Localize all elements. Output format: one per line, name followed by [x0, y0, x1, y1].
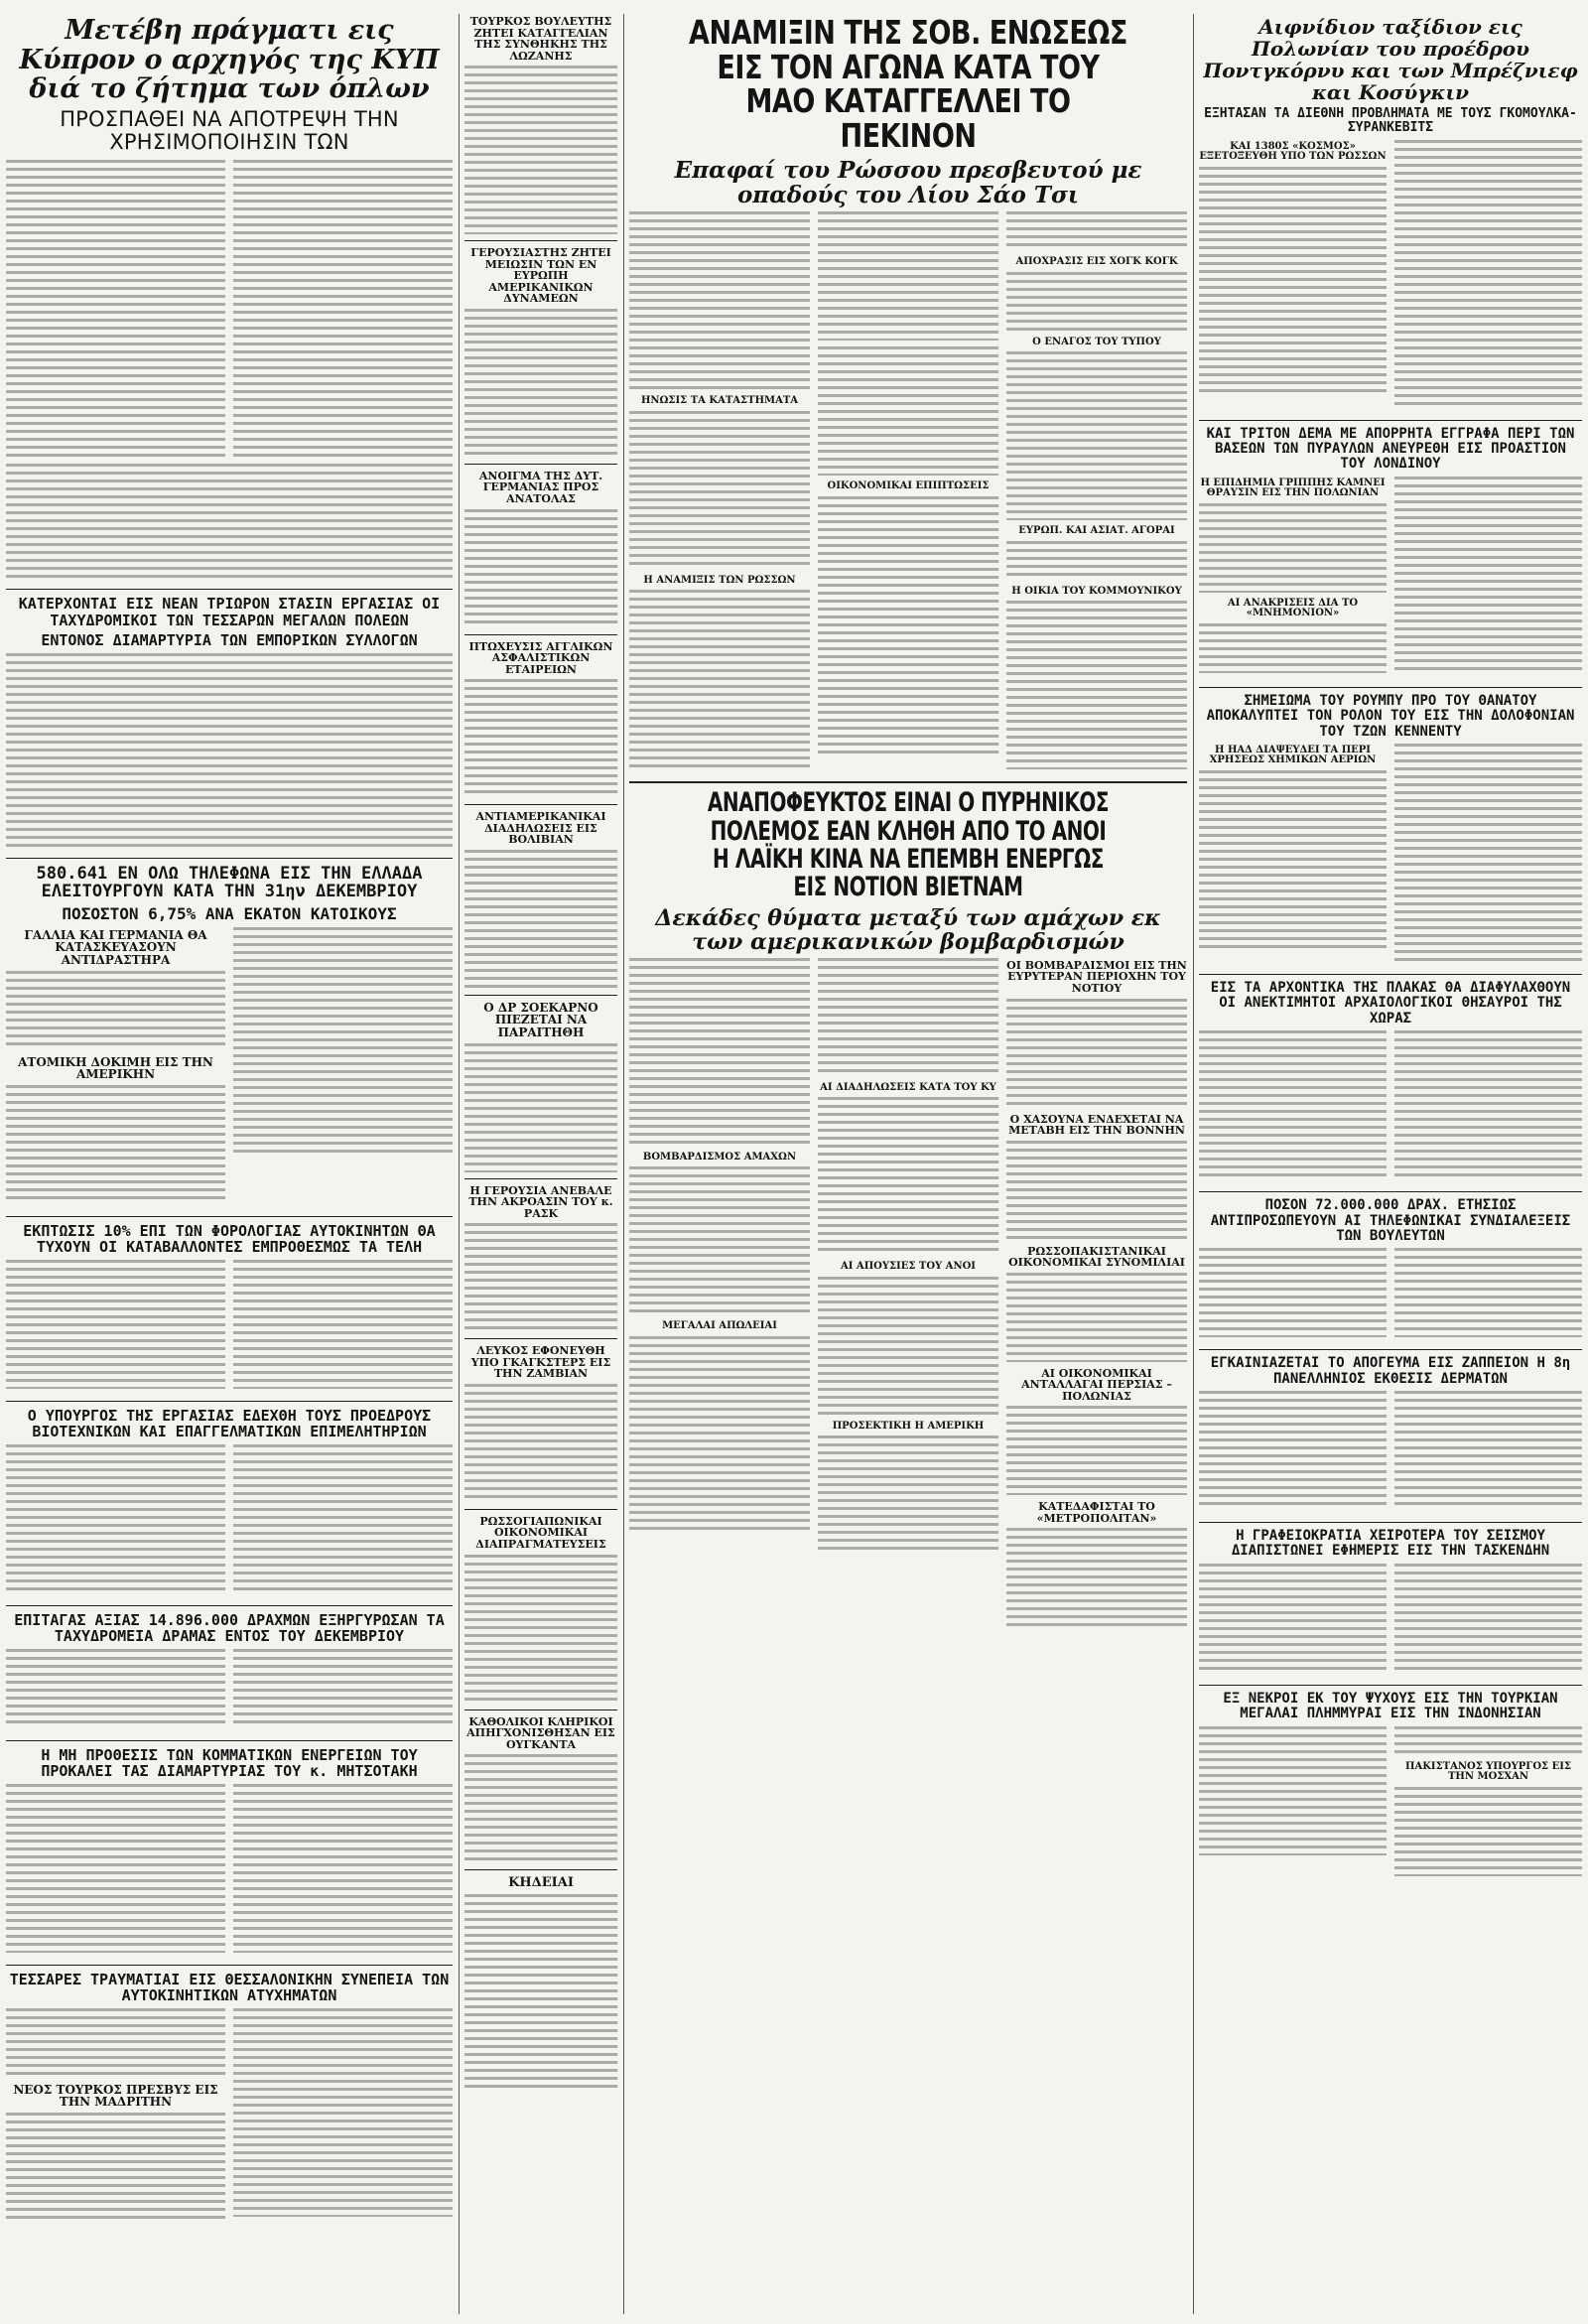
left-column: [6, 14, 453, 2314]
headline-leather-expo: ΕΓΚΑΙΝΙΑΖΕΤΑΙ ΤΟ ΑΠΟΓΕΥΜΑ ΕΙΣ ΖΑΠΠΕΙΟΝ Η 8η ΠΑΝΕΛΛΗΝΙΟΣ ΕΚΘΕΣΙΣ ΔΕΡΜΑΤΩΝ: [1210, 1355, 1571, 1387]
article-body: [1199, 1030, 1582, 1185]
subheading: ΑΙ ΟΙΚΟΝΟΜΙΚΑΙ ΑΝΤΑΛΛΑΓΑΙ ΠΕΡΣΙΑΣ – ΠΟΛΩΝΙΑΣ: [1021, 1366, 1172, 1403]
headline-bolivia: ΑΝΤΙΑΜΕΡΙΚΑΝΙΚΑΙ ΔΙΑΔΗΛΩΣΕΙΣ ΕΙΣ ΒΟΛΙΒΙΑΝ: [475, 810, 606, 847]
subheading: ΚΑΤΕΔΑΦΙΣΤΑΙ ΤΟ «ΜΕΤΡΟΠΟΛΙΤΑΝ»: [1036, 1500, 1157, 1525]
article-body: [464, 1754, 617, 1863]
headline-tashkent: Η ΓΡΑΦΕΙΟΚΡΑΤΙΑ ΧΕΙΡΟΤΕΡΑ ΤΟΥ ΣΕΙΣΜΟΥ ΔΙΑΠΙΣΤΩΝΕΙ ΕΦΗΜΕΡΙΣ ΕΙΣ ΤΗΝ ΤΑΣΚΕΝΔΗΝ: [1231, 1528, 1550, 1560]
subheading: ΒΟΜΒΑΡΔΙΣΜΟΣ ΑΜΑΧΩΝ: [642, 1151, 797, 1162]
subheading: ΑΠΟΧΡΑΣΙΣ ΕΙΣ ΧΟΓΚ ΚΟΓΚ: [1015, 256, 1178, 268]
headline-lausanne: ΤΟΥΡΚΟΣ ΒΟΥΛΕΥΤΗΣ ΖΗΤΕΙ ΚΑΤΑΓΓΕΛΙΑΝ ΤΗΣ ΣΥΝΘΗΚΗΣ ΤΗΣ ΛΩΖΑΝΗΣ: [469, 15, 612, 63]
headline-atomic-test: ΑΤΟΜΙΚΗ ΔΟΚΙΜΗ ΕΙΣ ΤΗΝ ΑΜΕΡΙΚΗΝ: [18, 1054, 213, 1082]
article-body: [464, 66, 617, 234]
headline-poland-trip: Αιφνίδιον ταξίδιον εις Πολωνίαν του προέδρου Ποντγκόρνυ και των Μπρέζνιεφ και Κοσύγκιν: [1203, 15, 1578, 104]
headline-cyprus-kyp: Μετέβη πράγματι εις Κύπρον ο αρχηγός της ΚΥΠ διά το ζήτημα των όπλων: [19, 15, 440, 105]
subhead-vietnam-bombing: Δεκάδες θύματα μεταξύ των αμάχων εκ των αμερικανικών βομβαρδισμών: [655, 904, 1161, 955]
article-body: [6, 1649, 453, 1734]
article-body: [1199, 744, 1582, 968]
column-rule: [459, 14, 460, 2314]
article-body: [629, 211, 1187, 775]
headline-mitsotakis: Η ΜΗ ΠΡΟΘΕΣΙΣ ΤΩΝ ΚΟΜΜΑΤΙΚΩΝ ΕΝΕΡΓΕΙΩΝ ΤΟΥ ΠΡΟΚΑΛΕΙ ΤΑΣ ΔΙΑΜΑΡΤΥΡΙΑΣ ΤΟΥ κ. ΜΗΤΣΟΤΑΚΗ: [41, 1745, 418, 1781]
article-body: [6, 464, 453, 583]
headline-mp-phones: ΠΟΣΟΝ 72.000.000 ΔΡΑΧ. ΕΤΗΣΙΩΣ ΑΝΤΙΠΡΟΣΩΠΕΥΟΥΝ ΑΙ ΤΗΛΕΦΩΝΙΚΑΙ ΣΥΝΔΙΑΛΕΞΕΙΣ ΤΩΝ ΒΟΥΛΕΥΤΩΝ: [1210, 1197, 1571, 1244]
article-body: [6, 927, 453, 1210]
headline-turkey-indonesia: ΕΞ ΝΕΚΡΟΙ ΕΚ ΤΟΥ ΨΥΧΟΥΣ ΕΙΣ ΤΗΝ ΤΟΥΡΚΙΑΝ ΜΕΓΑΛΑΙ ΠΛΗΜΜΥΡΑΙ ΕΙΣ ΤΗΝ ΙΝΔΟΝΗΣΙΑΝ: [1223, 1690, 1558, 1722]
article-body: [464, 309, 617, 458]
headline-drama-post: ΕΠΙΤΑΓΑΣ ΑΞΙΑΣ 14.896.000 ΔΡΑΧΜΩΝ ΕΞΗΡΓΥΡΩΣΑΝ ΤΑ ΤΑΧΥΔΡΟΜΕΙΑ ΔΡΑΜΑΣ ΕΝΤΟΣ ΤΟΥ ΔΕΚΕΜΒΡΙΟΥ: [14, 1610, 445, 1646]
headline-labour-minister: Ο ΥΠΟΥΡΓΟΣ ΤΗΣ ΕΡΓΑΣΙΑΣ ΕΔΕΧΘΗ ΤΟΥΣ ΠΡΟΕΔΡΟΥΣ ΒΙΟΤΕΧΝΙΚΩΝ ΚΑΙ ΕΠΑΓΓΕΛΜΑΤΙΚΩΝ ΕΠΙΜΕΛΗΤΗΡΙΩΝ: [27, 1406, 432, 1441]
subheading: ΜΕΓΑΛΑΙ ΑΠΩΛΕΙΑΙ: [662, 1320, 777, 1332]
headline-telephones: 580.641 ΕΝ ΟΛΩ ΤΗΛΕΦΩΝΑ ΕΙΣ ΤΗΝ ΕΛΛΑΔΑ ΕΛΕΙΤΟΥΡΓΟΥΝ ΚΑΤΑ ΤΗΝ 31ην ΔΕΚΕΜΒΡΙΟΥ: [36, 863, 423, 902]
headline-funerals: ΚΗΔΕΙΑΙ: [508, 1875, 574, 1891]
headline-uganda: ΚΑΘΟΛΙΚΟΙ ΚΛΗΡΙΚΟΙ ΑΠΗΓΧΟΝΙΣΘΗΣΑΝ ΕΙΣ ΟΥΓΚΑΝΤΑ: [466, 1714, 615, 1751]
article-body: [1199, 1726, 1582, 1882]
subheading: Η ΗΑΔ ΔΙΑΨΕΥΔΕΙ ΤΑ ΠΕΡΙ ΧΡΗΣΕΩΣ ΧΗΜΙΚΩΝ ΑΕΡΙΩΝ: [1209, 744, 1377, 766]
article-body: [629, 958, 1187, 1634]
headline-turkish-ambassador: ΝΕΟΣ ΤΟΥΡΚΟΣ ΠΡΕΣΒΥΣ ΕΙΣ ΤΗΝ ΜΑΔΡΙΤΗΝ: [13, 2082, 218, 2110]
article-body: [1199, 1248, 1582, 1343]
headline-ruby-kennedy: ΣΗΜΕΙΩΜΑ ΤΟΥ ΡΟΥΜΠΥ ΠΡΟ ΤΟΥ ΘΑΝΑΤΟΥ ΑΠΟΚΑΛΥΠΤΕΙ ΤΟΝ ΡΟΛΟΝ ΤΟΥ ΕΙΣ ΤΗΝ ΔΟΛΟΦΟΝΙΑΝ ΤΟΥ ΤΖΩΝ ΚΕΝΝΕΝΤΥ: [1206, 692, 1575, 740]
subheading: ΑΙ ΑΝΑΚΡΙΣΕΙΣ ΔΙΑ ΤΟ «ΜΝΗΜΟΝΙΟΝ»: [1227, 597, 1359, 619]
subhead-cyprus: ΠΡΟΣΠΑΘΕΙ ΝΑ ΑΠΟΤΡΕΨΗ ΤΗΝ ΧΡΗΣΙΜΟΠΟΙΗΣΙΝ ΤΩΝ: [60, 107, 399, 155]
subhead-poland-trip: ΕΞΗΤΑΣΑΝ ΤΑ ΔΙΕΘΝΗ ΠΡΟΒΛΗΜΑΤΑ ΜΕ ΤΟΥΣ ΓΚΟΜΟΥΛΚΑ-ΣΥΡΑΝΚΕΒΙΤΣ: [1204, 106, 1577, 136]
subhead-postal-strike: ΕΝΤΟΝΟΣ ΔΙΑΜΑΡΤΥΡΙΑ ΤΩΝ ΕΜΠΟΡΙΚΩΝ ΣΥΛΛΟΓΩΝ: [41, 631, 418, 650]
article-body: [6, 2008, 453, 2228]
subheading: ΠΡΟΣΕΚΤΙΚΗ Η ΑΜΕΡΙΚΗ: [832, 1420, 985, 1432]
right-column: [1199, 14, 1582, 2314]
headline-insurance: ΠΤΩΧΕΥΣΙΣ ΑΓΓΛΙΚΩΝ ΑΣΦΑΛΙΣΤΙΚΩΝ ΕΤΑΙΡΕΙΩΝ: [468, 639, 613, 676]
headline-plaka-treasures: ΕΙΣ ΤΑ ΑΡΧΟΝΤΙΚΑ ΤΗΣ ΠΛΑΚΑΣ ΘΑ ΔΙΑΦΥΛΑΧΘΟΥΝ ΟΙ ΑΝΕΚΤΙΜΗΤΟΙ ΑΡΧΑΙΟΛΟΓΙΚΟΙ ΘΗΣΑΥΡΟΙ ΤΗΣ ΧΩΡΑΣ: [1210, 979, 1571, 1026]
headline-peking-ussr: ΑΝΑΜΙΞΙΝ ΤΗΣ ΣΟΒ. ΕΝΩΣΕΩΣ ΕΙΣ ΤΟΝ ΑΓΩΝΑ ΚΑΤΑ ΤΟΥ ΜΑΟ ΚΑΤΑΓΓΕΛΛΕΙ ΤΟ ΠΕΚΙΝΟΝ: [689, 14, 1127, 155]
subheading: Ο ΧΑΣΟΥΝΑ ΕΝΔΕΧΕΤΑΙ ΝΑ ΜΕΤΑΒΗ ΕΙΣ ΤΗΝ ΒΟΝΝΗΝ: [1008, 1112, 1185, 1138]
headline-senate-rusk: Η ΓΕΡΟΥΣΙΑ ΑΝΕΒΑΛΕ ΤΗΝ ΑΚΡΟΑΣΙΝ ΤΟΥ κ. ΡΑΣΚ: [468, 1183, 613, 1220]
article-body: [464, 850, 617, 989]
center-column: [629, 14, 1187, 2314]
subheading: Η ΕΠΙΔΗΜΙΑ ΓΡΙΠΠΗΣ ΚΑΜΝΕΙ ΘΡΑΥΣΙΝ ΕΙΣ ΤΗΝ ΠΟΛΩΝΙΑΝ: [1200, 477, 1386, 499]
subheading: Η ΟΙΚΙΑ ΤΟΥ ΚΟΜΜΟΥΝΙΚΟΥ: [1011, 585, 1182, 597]
subheading: ΡΩΣΣΟΠΑΚΙΣΤΑΝΙΚΑΙ ΟΙΚΟΝΟΜΙΚΑΙ ΣΥΝΟΜΙΛΙΑΙ: [1008, 1244, 1185, 1270]
article-body: [1199, 477, 1582, 681]
article-body: [6, 1444, 453, 1599]
headline-reactor: ΓΑΛΛΙΑ ΚΑΙ ΓΕΡΜΑΝΙΑ ΘΑ ΚΑΤΑΣΚΕΥΑΣΟΥΝ ΑΝΤΙΔΡΑΣΤΗΡΑ: [24, 927, 207, 967]
article-body: [1199, 1564, 1582, 1679]
column-rule: [1193, 14, 1194, 2314]
article-body: [6, 653, 453, 852]
headline-zambia: ΛΕΥΚΟΣ ΕΦΟΝΕΥΘΗ ΥΠΟ ΓΚΑΓΚΣΤΕΡΣ ΕΙΣ ΤΗΝ ΖΑΜΒΙΑΝ: [470, 1344, 611, 1381]
headline-soekarno: Ο ΔΡ ΣΟΕΚΑΡΝΟ ΠΙΕΖΕΤΑΙ ΝΑ ΠΑΡΑΙΤΗΘΗ: [483, 1000, 598, 1040]
headline-thessaloniki: ΤΕΣΣΑΡΕΣ ΤΡΑΥΜΑΤΙΑΙ ΕΙΣ ΘΕΣΣΑΛΟΝΙΚΗΝ ΣΥΝΕΠΕΙΑ ΤΩΝ ΑΥΤΟΚΙΝΗΤΙΚΩΝ ΑΤΥΧΗΜΑΤΩΝ: [9, 1970, 450, 2005]
headline-us-forces: ΓΕΡΟΥΣΙΑΣΤΗΣ ΖΗΤΕΙ ΜΕΙΩΣΙΝ ΤΩΝ ΕΝ ΕΥΡΩΠΗ ΑΜΕΡΙΚΑΝΙΚΩΝ ΔΥΝΑΜΕΩΝ: [470, 246, 611, 306]
subheading: ΑΙ ΑΠΟΥΣΙΕΣ ΤΟΥ ΑΝΟΙ: [841, 1261, 976, 1273]
subhead-peking-ussr: Επαφαί του Ρώσσου πρεσβευτού με οπαδούς του Λίου Σάο Τσι: [674, 156, 1142, 208]
subheading: Η ΑΝΑΜΙΞΙΣ ΤΩΝ ΡΩΣΣΩΝ: [643, 574, 796, 586]
article-body: [464, 1555, 617, 1704]
article-body: [6, 160, 453, 464]
subheading: ΕΥΡΩΠ. ΚΑΙ ΑΣΙΑΤ. ΑΓΟΡΑΙ: [1018, 525, 1175, 537]
subheading: ΑΙ ΔΙΑΔΗΛΩΣΕΙΣ ΚΑΤΑ ΤΟΥ ΚΥ: [820, 1081, 996, 1093]
subheading: ΚΑΙ 1380Σ «ΚΟΣΜΟΣ» ΕΞΕΤΟΞΕΥΘΗ ΥΠΟ ΤΩΝ ΡΩΣΣΩΝ: [1199, 140, 1387, 163]
article-body: [464, 509, 617, 628]
article-body: [6, 1784, 453, 1959]
headline-nuclear-war: ΑΝΑΠΟΦΕΥΚΤΟΣ ΕΙΝΑΙ Ο ΠΥΡΗΝΙΚΟΣ ΠΟΛΕΜΟΣ ΕΑΝ ΚΛΗΘΗ ΑΠΟ ΤΟ ΑΝΟΙ Η ΛΑΪΚΗ ΚΙΝΑ ΝΑ ΕΠΕΜΒΗ ΕΝΕΡΓΩΣ ΕΙΣ ΝΟΤΙΟΝ ΒΙΕΤΝΑΜ: [707, 787, 1110, 903]
article-body: [1199, 140, 1582, 414]
article-body: [6, 1260, 453, 1395]
article-body: [464, 1223, 617, 1332]
headline-london-documents: ΚΑΙ ΤΡΙΤΟΝ ΔΕΜΑ ΜΕ ΑΠΟΡΡΗΤΑ ΕΓΓΡΑΦΑ ΠΕΡΙ ΤΩΝ ΒΑΣΕΩΝ ΤΩΝ ΠΥΡΑΥΛΩΝ ΑΝΕΥΡΕΘΗ ΕΙΣ ΠΡΟΑΣΤΙΟΝ ΤΟΥ ΛΟΝΔΙΝΟΥ: [1206, 425, 1575, 473]
headline-car-tax: ΕΚΠΤΩΣΙΣ 10% ΕΠΙ ΤΩΝ ΦΟΡΟΛΟΓΙΑΣ ΑΥΤΟΚΙΝΗΤΩΝ ΘΑ ΤΥΧΟΥΝ ΟΙ ΚΑΤΑΒΑΛΛΟΝΤΕΣ ΕΜΠΡΟΘΕΣΜΩΣ ΤΑ ΤΕΛΗ: [23, 1221, 436, 1257]
article-body: [464, 679, 617, 798]
subhead-telephones: ΠΟΣΟΣΤΟΝ 6,75% ΑΝΑ ΕΚΑΤΟΝ ΚΑΤΟΙΚΟΥΣ: [62, 904, 397, 924]
headline-postal-strike: ΚΑΤΕΡΧΟΝΤΑΙ ΕΙΣ ΝΕΑΝ ΤΡΙΩΡΟΝ ΣΤΑΣΙΝ ΕΡΓΑΣΙΑΣ ΟΙ ΤΑΧΥΔΡΟΜΙΚΟΙ ΤΩΝ ΤΕΣΣΑΡΩΝ ΜΕΓΑΛΩΝ ΠΟΛΕΩΝ: [18, 595, 441, 629]
subheading: ΟΙΚΟΝΟΜΙΚΑΙ ΕΠΙΠΤΩΣΕΙΣ: [827, 480, 990, 492]
headline-west-germany: ΑΝΟΙΓΜΑ ΤΗΣ ΔΥΤ. ΓΕΡΜΑΝΙΑΣ ΠΡΟΣ ΑΝΑΤΟΛΑΣ: [478, 469, 603, 506]
subheading: ΟΙ ΒΟΜΒΑΡΔΙΣΜΟΙ ΕΙΣ ΤΗΝ ΕΥΡΥΤΕΡΑΝ ΠΕΡΙΟΧΗΝ ΤΟΥ ΝΟΤΙΟΥ: [1006, 958, 1187, 995]
headline-japan-ussr: ΡΩΣΣΟΓΙΑΠΩΝΙΚΑΙ ΟΙΚΟΝΟΜΙΚΑΙ ΔΙΑΠΡΑΓΜΑΤΕΥΣΕΙΣ: [475, 1514, 606, 1551]
subheading: Ο ΕΝΑΓΟΣ ΤΟΥ ΤΥΠΟΥ: [1032, 336, 1161, 347]
article-body: [464, 1384, 617, 1503]
narrow-column: [464, 14, 617, 2314]
article-body: [464, 1043, 617, 1172]
subheading: ΗΝΩΣΙΣ ΤΑ ΚΑΤΑΣΤΗΜΑΤΑ: [640, 395, 799, 407]
subheading: ΠΑΚΙΣΤΑΝΟΣ ΥΠΟΥΡΓΟΣ ΕΙΣ ΤΗΝ ΜΟΣΧΑΝ: [1405, 1760, 1571, 1783]
column-rule: [623, 14, 624, 2314]
article-body: [1199, 1391, 1582, 1516]
article-body: [464, 1894, 617, 2093]
